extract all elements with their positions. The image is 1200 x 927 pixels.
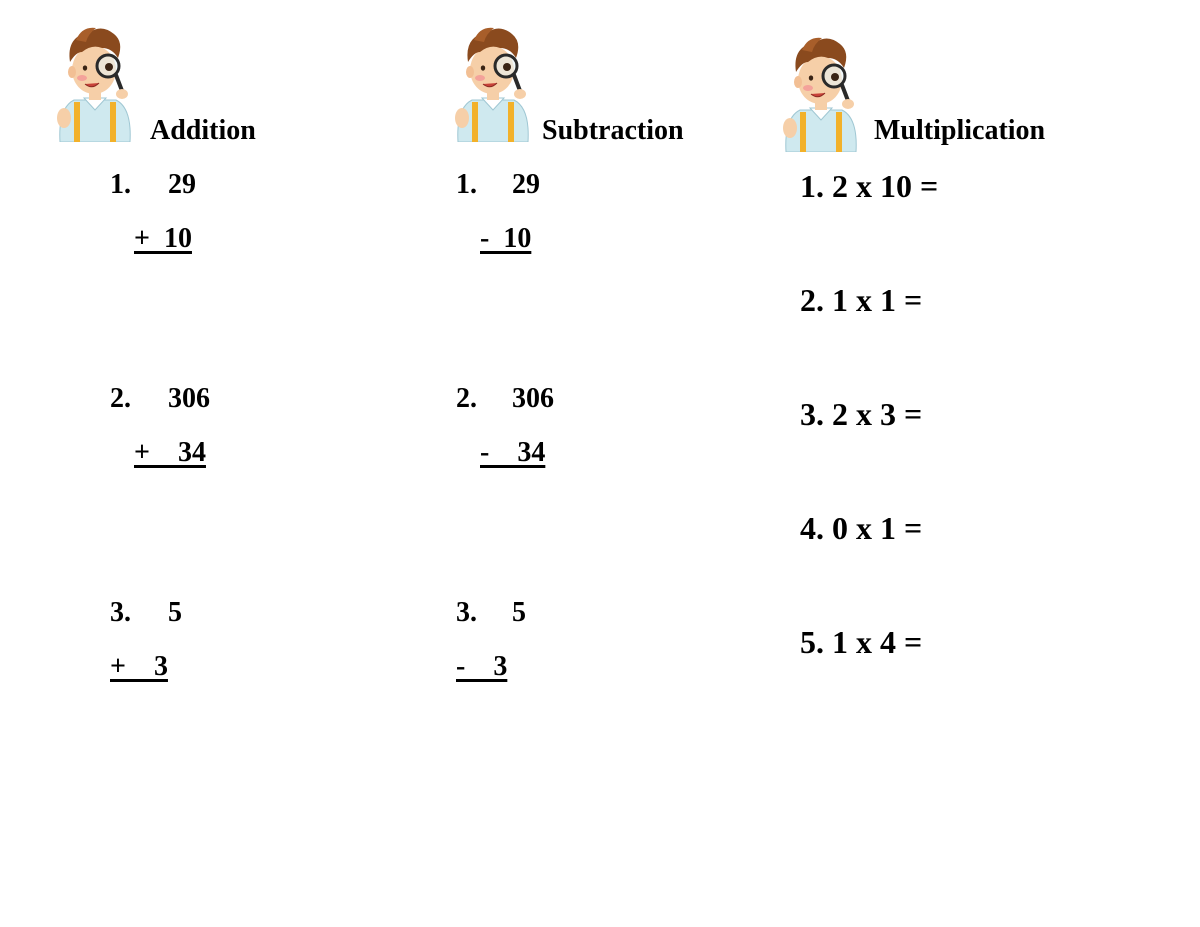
addition-1-top: 29 — [168, 169, 196, 200]
subtraction-3-bottom: - 3 — [456, 651, 508, 682]
subtraction-3-top: 5 — [512, 597, 526, 628]
boy-with-magnifying-glass-icon — [778, 32, 864, 152]
multiplication-problem-5: 5. 1 x 4 = — [800, 624, 923, 660]
addition-3-number: 3. — [110, 597, 131, 628]
multiplication-problem-1: 1. 2 x 10 = — [800, 168, 939, 204]
multiplication-problem-2: 2. 1 x 1 = — [800, 282, 923, 318]
multiplication-heading: Multiplication — [874, 115, 1046, 146]
addition-2-number: 2. — [110, 383, 131, 414]
subtraction-2-number: 2. — [456, 383, 477, 414]
subtraction-3-number: 3. — [456, 597, 477, 628]
addition-2-bottom: + 34 — [134, 437, 206, 468]
addition-1-number: 1. — [110, 169, 131, 200]
subtraction-heading: Subtraction — [542, 115, 684, 146]
subtraction-2-bottom: - 34 — [480, 437, 546, 468]
subtraction-2-top: 306 — [512, 383, 554, 414]
addition-3-top: 5 — [168, 597, 182, 628]
multiplication-problem-3: 3. 2 x 3 = — [800, 396, 923, 432]
addition-2-top: 306 — [168, 383, 210, 414]
boy-with-magnifying-glass-icon — [450, 22, 536, 142]
subtraction-1-number: 1. — [456, 169, 477, 200]
multiplication-problem-4: 4. 0 x 1 = — [800, 510, 923, 546]
boy-with-magnifying-glass-icon — [52, 22, 138, 142]
addition-3-bottom: + 3 — [110, 651, 168, 682]
addition-heading: Addition — [150, 115, 256, 146]
addition-1-bottom: + 10 — [134, 223, 192, 254]
subtraction-1-top: 29 — [512, 169, 540, 200]
subtraction-1-bottom: - 10 — [480, 223, 532, 254]
